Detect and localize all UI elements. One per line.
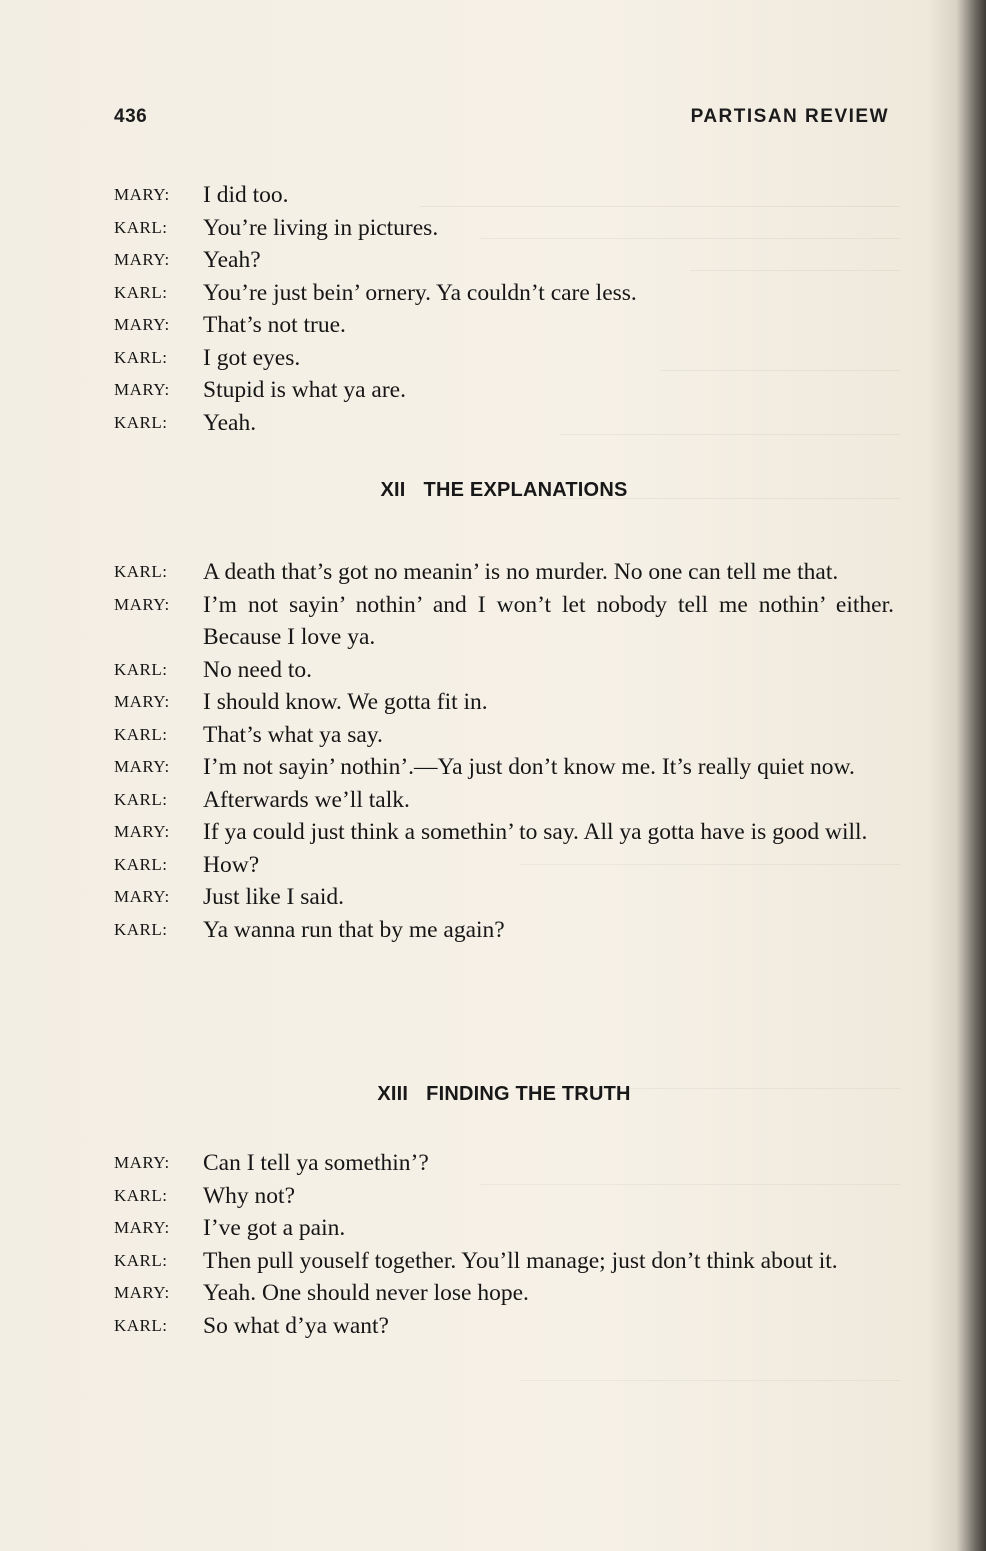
speaker-label: KARL:	[114, 347, 168, 367]
speaker-label: MARY:	[114, 692, 170, 711]
speaker-label: KARL:	[114, 659, 168, 679]
dialogue-line	[114, 407, 894, 440]
dialogue-text: Afterwards we’ll talk.	[203, 786, 410, 813]
dialogue-line	[114, 849, 894, 882]
dialogue-text: That’s not true.	[203, 312, 346, 338]
running-header	[114, 106, 889, 136]
dialogue-line	[114, 179, 894, 212]
dialogue-line	[114, 816, 894, 849]
dialogue-line	[114, 309, 894, 342]
dialogue-line	[114, 1147, 894, 1180]
speaker-label: KARL:	[114, 1185, 168, 1205]
dialogue-text: I did too.	[203, 182, 289, 208]
dialogue-text: How?	[203, 851, 260, 878]
dialogue-line	[114, 374, 894, 407]
dialogue-line	[114, 244, 894, 277]
dialogue-line	[114, 1277, 894, 1310]
dialogue-text: No need to.	[203, 656, 312, 683]
dialogue-line	[114, 1310, 894, 1343]
dialogue-line	[114, 719, 894, 752]
section-heading	[114, 1083, 894, 1106]
dialogue-line	[114, 1212, 894, 1245]
dialogue-text: Ya wanna run that by me again?	[203, 916, 505, 943]
dialogue-text: You’re living in pictures.	[203, 214, 439, 241]
dialogue-line	[114, 277, 894, 310]
speaker-label: MARY:	[114, 887, 170, 906]
speaker-label: KARL:	[114, 282, 168, 302]
dialogue-text: Stupid is what ya are.	[203, 377, 406, 403]
dialogue-text: I should know. We gotta fit in.	[203, 689, 488, 715]
speaker-label: KARL:	[114, 217, 168, 237]
dialogue-line	[114, 342, 894, 375]
journal-title: PARTISAN REVIEW	[690, 106, 889, 127]
dialogue-line	[114, 686, 894, 719]
speaker-label: MARY:	[114, 1218, 170, 1237]
dialogue-line	[114, 589, 894, 654]
speaker-label: MARY:	[114, 594, 170, 614]
speaker-label: KARL:	[114, 854, 168, 874]
dialogue-line	[114, 556, 894, 589]
speaker-label: KARL:	[114, 724, 168, 744]
speaker-label: KARL:	[114, 1315, 168, 1335]
dialogue-text: Then pull youself together. You’ll manage; just don’t think about it.	[203, 1247, 838, 1274]
speaker-label: MARY:	[114, 1153, 170, 1172]
dialogue-text: Can I tell ya somethin’?	[203, 1150, 429, 1176]
page-number: 436	[114, 106, 148, 127]
dialogue-line	[114, 1180, 894, 1213]
dialogue-block-2	[114, 556, 894, 946]
speaker-label: KARL:	[114, 1250, 168, 1270]
dialogue-line	[114, 1245, 894, 1278]
dialogue-text: Yeah. One should never lose hope.	[203, 1280, 529, 1306]
section-title: THE EXPLANATIONS	[423, 479, 628, 501]
dialogue-line	[114, 212, 894, 245]
dialogue-block-1	[114, 179, 894, 439]
section-heading	[114, 479, 894, 502]
dialogue-text: I’m not sayin’ nothin’.—Ya just don’t know me. It’s really quiet now.	[203, 754, 855, 780]
speaker-label: MARY:	[114, 380, 170, 399]
section-numeral: XII	[380, 479, 406, 501]
speaker-label: KARL:	[114, 919, 168, 939]
dialogue-line	[114, 654, 894, 687]
dialogue-text: If ya could just think a somethin’ to say. All ya gotta have is good will.	[203, 819, 868, 845]
section-numeral: XIII	[377, 1083, 409, 1105]
speaker-label: KARL:	[114, 412, 168, 432]
dialogue-text: I’ve got a pain.	[203, 1215, 346, 1241]
dialogue-block-3	[114, 1147, 894, 1342]
dialogue-text: Yeah?	[203, 247, 261, 273]
speaker-label: MARY:	[114, 1283, 170, 1302]
dialogue-line	[114, 751, 894, 784]
dialogue-text: A death that’s got no meanin’ is no murder. No one can tell me that.	[203, 559, 839, 585]
speaker-label: MARY:	[114, 822, 170, 841]
dialogue-text: Yeah.	[203, 409, 257, 436]
dialogue-text: I’m not sayin’ nothin’ and I won’t let nobody tell me nothin’ either. Because I love ya.	[203, 591, 894, 650]
dialogue-text: That’s what ya say.	[203, 721, 383, 748]
dialogue-line	[114, 914, 894, 947]
speaker-label: MARY:	[114, 757, 170, 776]
speaker-label: MARY:	[114, 315, 170, 334]
dialogue-line	[114, 881, 894, 914]
dialogue-line	[114, 784, 894, 817]
dialogue-text: So what d’ya want?	[203, 1312, 389, 1339]
dialogue-text: I got eyes.	[203, 344, 301, 371]
dialogue-text: You’re just bein’ ornery. Ya couldn’t care less.	[203, 279, 637, 306]
dialogue-text: Why not?	[203, 1182, 296, 1209]
speaker-label: KARL:	[114, 789, 168, 809]
speaker-label: KARL:	[114, 562, 168, 581]
speaker-label: MARY:	[114, 250, 170, 269]
speaker-label: MARY:	[114, 185, 170, 204]
section-title: FINDING THE TRUTH	[426, 1083, 631, 1105]
dialogue-text: Just like I said.	[203, 884, 344, 910]
